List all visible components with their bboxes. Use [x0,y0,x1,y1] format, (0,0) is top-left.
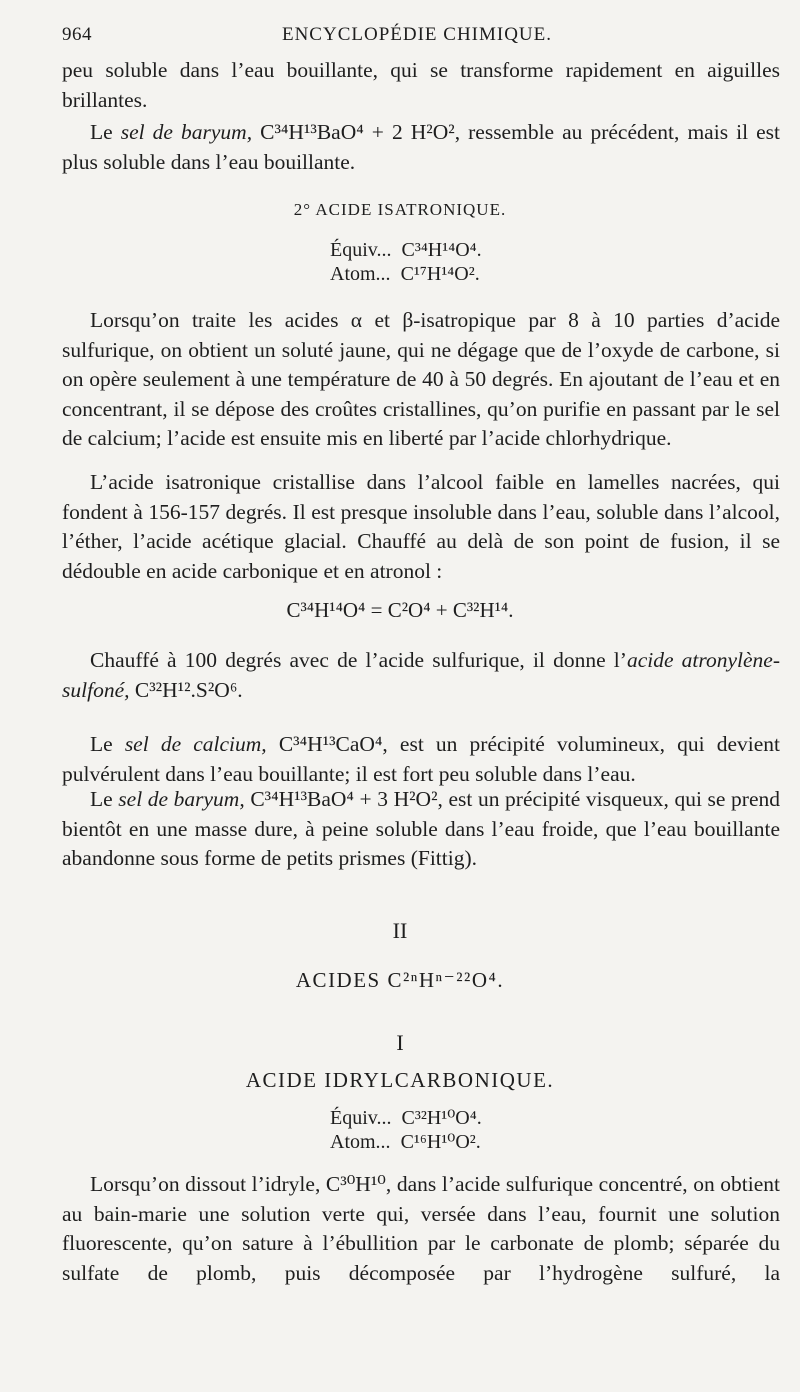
section-number: II [392,918,408,943]
atom-formula: C¹⁷H¹⁴O². [400,263,480,285]
formula-block [330,238,482,286]
equiv-label: Équiv... [330,239,392,261]
atom-line [330,1130,482,1154]
subsection-heading: ACIDE IDRYLCARBONIQUE. [245,1068,555,1092]
text-line: peu soluble dans l’eau bouillante, qui se transforme rapidement en aiguilles [62,58,780,82]
idryle-paragraph [62,1170,780,1288]
baryum-paragraph-2 [62,785,780,874]
equiv-formula: C³⁴H¹⁴O⁴. [401,239,482,261]
equiv-formula: C³²H¹⁰O⁴. [401,1107,482,1129]
equiv-line [330,1106,482,1130]
chauffe-paragraph [62,646,780,705]
paragraph-text [62,646,780,705]
chemical-formula: C³²H¹².S²O⁶. [129,677,243,702]
section-heading: ACIDES C²ⁿHⁿ⁻²²O⁴. [295,968,505,992]
running-title: ENCYCLOPÉDIE CHIMIQUE. [281,24,553,45]
text-line: brillantes. [62,87,148,112]
atom-line [330,262,482,286]
text-line: plus soluble dans l’eau bouillante. [62,149,356,174]
text-rest: C³⁴H¹³BaO⁴ + 3 H²O², est un précipité visqueux, qui se prend bientôt en une masse dure, à peine soluble dans l’eau froide, que l’eau bouillante abandonne sous forme de petits prismes (Fittig). [62,787,780,870]
atom-label: Atom... [330,1131,391,1153]
italic-term: sel de calcium, [124,732,267,756]
page-header [62,24,772,52]
paragraph-text: L’acide isatronique cristallise dans l’alcool faible en lamelles nacrées, qui fondent à 156-157 degrés. Il est presque insoluble dans l’eau, soluble dans l’alcool, l’éther, l’acide acétique glacial. Chauffé au delà de son point de fusion, il se dédouble en acide carbonique et en atronol : [62,470,780,583]
text-rest: ressemble au précédent, mais il est [460,120,780,144]
top-paragraph [62,56,780,115]
subsection-number: I [396,1030,404,1055]
isatronique-paragraph-2 [62,468,780,586]
atom-label: Atom... [330,263,391,285]
baryum-salt-paragraph [62,118,780,177]
isatronique-paragraph-1 [62,306,780,454]
equiv-label: Équiv... [330,1107,392,1129]
equiv-line [330,238,482,262]
section-heading: 2° ACIDE ISATRONIQUE. [293,200,507,219]
paragraph-text [62,785,780,874]
italic-term: sel de baryum, [118,787,245,811]
calcium-paragraph [62,730,780,789]
chemical-formula: C³⁴H¹³BaO⁴ + 2 H²O², [260,120,461,144]
text-line [62,118,780,148]
formula-block [330,1106,482,1154]
paragraph-text: Lorsqu’on dissout l’idryle, C³⁰H¹⁰, dans l’acide sulfurique concentré, on obtient au bain-marie une solution verte qui, versée dans l’eau, fournit une solution fluorescente, qu’on sature à l’ébullition par le carbonate de plomb; séparée du sulfate de plomb, puis décomposée par l’hydrogène sulfuré, la [62,1172,780,1285]
paragraph-text: Lorsqu’on traite les acides α et β-isatropique par 8 à 10 parties d’acide sulfurique, on obtient un soluté jaune, qui ne dégage que de l’oxyde de carbone, si on opère seulement à une température de 40 à 50 degrés. En ajoutant de l’eau et en concentrant, il se dépose des croûtes cristallines, qu’on purifie en passant par le sel de calcium; l’acide est ensuite mis en liberté par l’acide chlorhydrique. [62,308,780,450]
text-prefix: Le [90,787,119,811]
page-number: 964 [62,24,92,45]
italic-term: acide atronylène-sulfoné, [62,648,780,702]
italic-term: sel de baryum, [120,120,253,144]
text-rest: C³⁴H¹³CaO⁴, est un précipité volumineux, qui devient pulvérulent dans l’eau bouillante; il est fort peu soluble dans l’eau. [62,732,780,786]
paragraph-text [62,730,780,789]
atom-formula: C¹⁶H¹⁰O². [400,1131,481,1153]
text-prefix: Chauffé à 100 degrés avec de l’acide sulfurique, il donne l’ [90,648,627,672]
text-prefix: Le [90,120,121,144]
text-prefix: Le [90,732,125,756]
decomposition-equation: C³⁴H¹⁴O⁴ = C²O⁴ + C³²H¹⁴. [286,598,514,622]
